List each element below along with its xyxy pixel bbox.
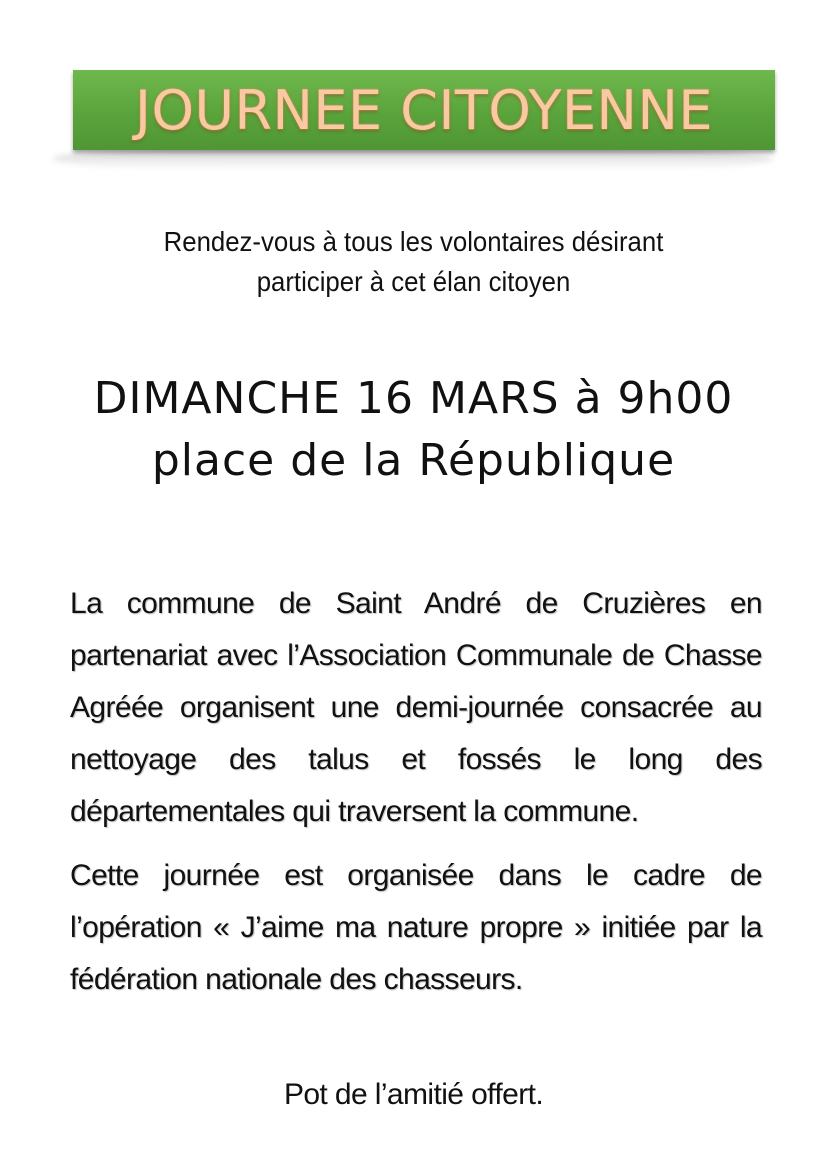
page-title: JOURNEE CITOYENNE bbox=[135, 78, 713, 142]
intro-line-2: participer à cet élan citoyen bbox=[256, 266, 571, 297]
closing-line: Pot de l’amitié offert. bbox=[283, 1078, 544, 1111]
intro-line-1: Rendez-vous à tous les volontaires désirant bbox=[163, 226, 664, 257]
event-details bbox=[40, 368, 787, 492]
event-place: place de la République bbox=[151, 435, 676, 486]
body-text bbox=[70, 578, 762, 1018]
title-banner bbox=[73, 70, 775, 150]
intro-text bbox=[88, 222, 738, 302]
paragraph-2: Cette journée est organisée dans le cadre de l’opération « J’aime ma nature propre » initiée par la fédération nationale des chasseurs. bbox=[70, 859, 762, 996]
paragraph-1: La commune de Saint André de Cruzières en partenariat avec l’Association Communale de Chasse Agréée organisent une demi-journée consacrée au nettoyage des talus et fossés le long des départementales qui traversent la commune. bbox=[70, 587, 762, 828]
banner-shadow bbox=[52, 148, 774, 170]
event-datetime: DIMANCHE 16 MARS à 9h00 bbox=[93, 373, 734, 424]
